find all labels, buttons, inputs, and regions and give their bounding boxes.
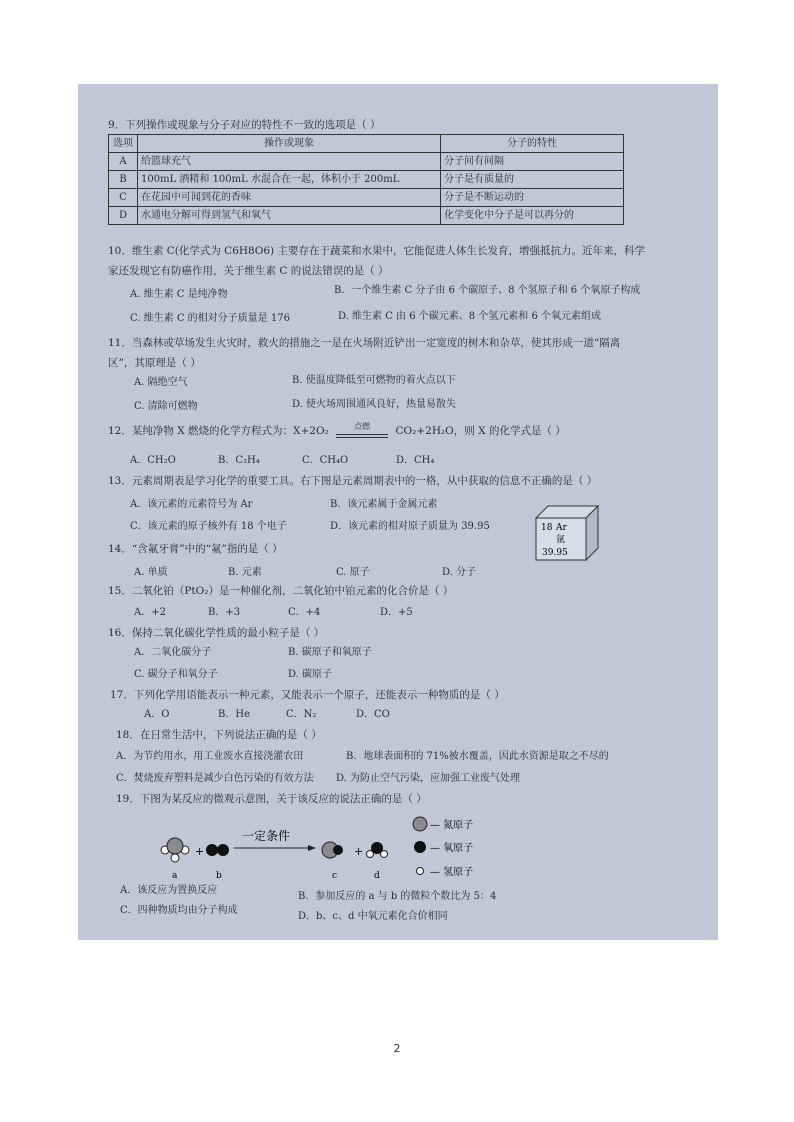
periodic-table-cell — [534, 504, 604, 562]
q10-option-d: D. 维生素 C 由 6 个碳元素、8 个氢元素和 6 个氧元素组成 — [338, 311, 602, 322]
q10-option-a: A. 维生素 C 是纯净物 — [130, 289, 228, 300]
q12-condition: 点燃 — [354, 422, 371, 431]
label-b: b — [216, 871, 222, 881]
q12-option-c: C．CH₄O — [302, 455, 349, 466]
q14-stem: 14．“含氟牙膏”中的“氟”指的是（ ） — [108, 543, 283, 555]
row-c-option: C — [109, 189, 138, 207]
nitrogen-atom-icon — [413, 817, 427, 831]
q16-option-c: C. 碳分子和氧分子 — [134, 669, 218, 680]
q10-stem-line2: 家还发现它有防癌作用，关于维生素 C 的说法错误的是（ ） — [108, 265, 389, 277]
oxygen-atom-icon — [217, 844, 229, 856]
reaction-arrow — [336, 422, 388, 438]
q17-option-a: A．O — [144, 709, 170, 720]
molecule-b — [206, 844, 229, 856]
row-a-operation: 给篮球充气 — [138, 153, 441, 171]
hydrogen-atom-icon — [417, 868, 424, 875]
oxygen-atom-icon — [206, 844, 218, 856]
q9-stem: 9．下列操作或现象与分子对应的特性不一致的选项是（ ） — [108, 119, 381, 131]
q18-option-d: D. 为防止空气污染，应加强工业废气处理 — [336, 773, 521, 784]
oxygen-atom-icon — [333, 845, 343, 855]
q11-stem-line2: 区”，其原理是（ ） — [108, 357, 201, 369]
q12-option-d: D．CH₄ — [396, 455, 435, 466]
q11-option-a: A. 隔绝空气 — [134, 377, 188, 388]
nitrogen-atom-icon — [167, 838, 183, 854]
legend-nitrogen: — 氮原子 — [430, 820, 474, 831]
label-c: c — [332, 871, 338, 881]
q18-option-b: B．地球表面积的 71%被水覆盖，因此水资源是取之不尽的 — [346, 751, 609, 762]
q15-option-a: A．+2 — [134, 607, 166, 618]
q11-option-b: B. 使温度降低至可燃物的着火点以下 — [292, 375, 456, 386]
legend-hydrogen: — 氢原子 — [430, 867, 474, 878]
q12-option-b: B．C₂H₄ — [218, 455, 260, 466]
oxygen-atom-icon — [371, 842, 383, 854]
q18-option-a: A．为节约用水，用工业废水直接浇灌农田 — [116, 751, 304, 762]
row-b-operation: 100mL 酒精和 100mL 水混合在一起，体积小于 200mL — [138, 171, 441, 189]
row-b-property: 分子是有质量的 — [441, 171, 624, 189]
plus-sign: + — [195, 845, 205, 858]
q11-stem-line1: 11．当森林或草场发生火灾时，救火的措施之一是在火场附近铲出一定宽度的树木和杂草，使其形成一道“隔离 — [108, 337, 621, 349]
q16-option-a: A．二氧化碳分子 — [134, 647, 212, 658]
table-row — [109, 153, 624, 171]
q16-option-b: B. 碳原子和氧原子 — [288, 647, 372, 658]
q14-option-c: C. 原子 — [336, 567, 370, 578]
row-b-option: B — [109, 171, 138, 189]
q10-stem-line1: 10．维生素 C(化学式为 C6H8O6) 主要存在于蔬菜和水果中，它能促进人体生长发育，增强抵抗力。近年来，科学 — [108, 245, 645, 257]
molecule-c — [322, 842, 343, 858]
q15-stem: 15．二氧化铂（PtO₂）是一种催化剂，二氧化铂中铂元素的化合价是（ ） — [108, 585, 454, 597]
header-operation: 操作或现象 — [138, 135, 441, 153]
exam-sheet — [78, 84, 718, 940]
q12-stem-pre: 12．某纯净物 X 燃烧的化学方程式为：X+2O₂ — [108, 425, 329, 437]
cell-element-name: 氩 — [556, 535, 566, 545]
cell-atomic-number: 18 — [541, 523, 553, 533]
q11-option-d: D. 使火场周围通风良好，热量易散失 — [292, 399, 457, 410]
row-c-operation: 在花园中可闻到花的香味 — [138, 189, 441, 207]
q14-option-b: B. 元素 — [228, 567, 262, 578]
q17-option-d: D．CO — [356, 709, 390, 720]
table-row — [109, 171, 624, 189]
q12-stem — [108, 424, 566, 438]
q12-stem-post: CO₂+2H₂O，则 X 的化学式是（ ） — [395, 425, 566, 437]
q18-stem: 18．在日常生活中，下列说法正确的是（ ） — [116, 729, 322, 741]
q14-option-d: D. 分子 — [442, 567, 477, 578]
q12-option-a: A．CH₂O — [130, 455, 176, 466]
equals-sign — [336, 434, 388, 438]
q19-option-b: B．参加反应的 a 与 b 的微粒个数比为 5：4 — [298, 891, 497, 902]
legend-oxygen: — 氧原子 — [430, 843, 474, 854]
q10-option-c: C. 维生素 C 的相对分子质量是 176 — [130, 313, 290, 324]
row-d-operation: 水通电分解可得到氢气和氧气 — [138, 207, 441, 225]
label-a: a — [172, 871, 178, 881]
q19-option-c: C．四种物质均由分子构成 — [120, 905, 238, 916]
q15-option-b: B．+3 — [208, 607, 241, 618]
q14-option-a: A. 单质 — [134, 567, 168, 578]
table-header — [109, 135, 624, 153]
reaction-condition: 一定条件 — [242, 829, 291, 843]
q16-stem: 16．保持二氧化碳化学性质的最小粒子是（ ） — [108, 627, 325, 639]
q13-stem: 13．元素周期表是学习化学的重要工具。右下图是元素周期表中的一格，从中获取的信息不正确的是（ ） — [108, 475, 598, 487]
row-d-option: D — [109, 207, 138, 225]
page-number: 2 — [393, 1042, 401, 1055]
hydrogen-atom-icon — [171, 854, 179, 862]
q13-option-a: A．该元素的元素符号为 Ar — [130, 499, 253, 510]
q18-option-c: C．焚烧废弃塑料是减少白色污染的有效方法 — [116, 773, 314, 784]
cell-symbol: Ar — [556, 523, 567, 533]
row-a-option: A — [109, 153, 138, 171]
q15-option-d: D．+5 — [380, 607, 413, 618]
row-a-property: 分子间有间隔 — [441, 153, 624, 171]
q13-option-c: C．该元素的原子核外有 18 个电子 — [130, 521, 287, 532]
q13-option-d: D．该元素的相对原子质量为 39.95 — [330, 521, 490, 532]
q16-option-d: D. 碳原子 — [288, 669, 333, 680]
table-row — [109, 189, 624, 207]
q13-option-b: B．该元素属于金属元素 — [330, 499, 438, 510]
cell-atomic-mass: 39.95 — [542, 548, 568, 558]
legend — [413, 817, 473, 878]
molecule-d — [367, 842, 388, 858]
row-d-property: 化学变化中分子是可以再分的 — [441, 207, 624, 225]
plus-sign: + — [354, 845, 364, 858]
label-d: d — [374, 871, 380, 881]
q9-table — [108, 134, 624, 225]
arrow-head-icon — [308, 845, 316, 851]
oxygen-atom-icon — [414, 841, 426, 853]
q17-stem: 17．下列化学用语能表示一种元素，又能表示一个原子，还能表示一种物质的是（ ） — [110, 689, 505, 701]
header-property: 分子的特性 — [441, 135, 624, 153]
q19-stem: 19．下图为某反应的微观示意图，关于该反应的说法正确的是（ ） — [116, 793, 427, 805]
q17-option-b: B．He — [218, 709, 250, 720]
header-option: 选项 — [109, 135, 138, 153]
q15-option-c: C．+4 — [288, 607, 321, 618]
row-c-property: 分子是不断运动的 — [441, 189, 624, 207]
table-row — [109, 207, 624, 225]
molecule-a — [161, 838, 189, 862]
q19-option-d: D．b、c、d 中氧元素化合价相同 — [298, 911, 448, 922]
q17-option-c: C．N₂ — [286, 709, 317, 720]
q19-option-a: A．该反应为置换反应 — [120, 885, 218, 896]
q10-option-b: B．一个维生素 C 分子由 6 个碳原子、8 个氢原子和 6 个氧原子构成 — [334, 285, 641, 296]
q11-option-c: C. 清除可燃物 — [134, 401, 198, 412]
